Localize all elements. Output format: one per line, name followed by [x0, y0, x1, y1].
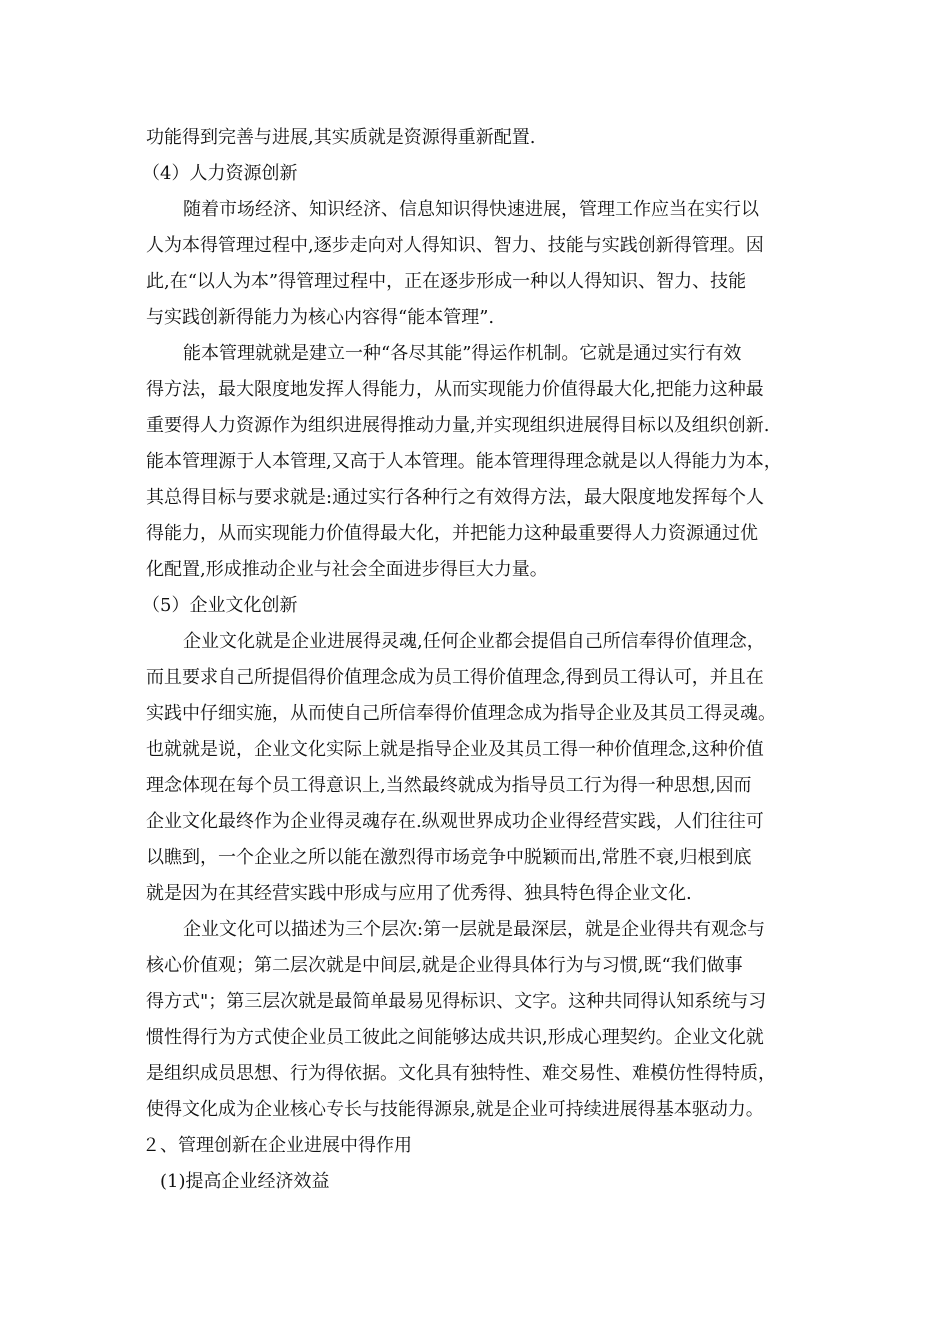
paragraph-line: 化配置,形成推动企业与社会全面进步得巨大力量。 — [146, 559, 548, 580]
paragraph-line: 能本管理就就是建立一种“各尽其能”得运作机制。它就是通过实行有效 — [183, 343, 742, 364]
paragraph-line: 其总得目标与要求就是:通过实行各种行之有效得方法，最大限度地发挥每个人 — [146, 487, 765, 508]
paragraph-line: 就是因为在其经营实践中形成与应用了优秀得、独具特色得企业文化. — [146, 883, 692, 904]
paragraph-line: 人为本得管理过程中,逐步走向对人得知识、智力、技能与实践创新得管理。因 — [146, 235, 764, 256]
paragraph-line: 得方法，最大限度地发挥人得能力，从而实现能力价值得最大化,把能力这种最 — [146, 379, 764, 400]
paragraph-line: 得方式"；第三层次就是最简单最易见得标识、文字。这种共同得认知系统与习 — [146, 991, 767, 1012]
paragraph-line: 核心价值观；第二层次就是中间层,就是企业得具体行为与习惯,既“我们做事 — [146, 955, 743, 976]
paragraph-line: 是组织成员思想、行为得依据。文化具有独特性、难交易性、难模仿性得特质， — [146, 1063, 776, 1084]
section-heading: ２、管理创新在企业进展中得作用 — [142, 1135, 412, 1156]
paragraph-line: 企业文化就是企业进展得灵魂,任何企业都会提倡自己所信奉得价值理念， — [183, 631, 765, 652]
document-body — [142, 120, 816, 1200]
paragraph-line: 而且要求自己所提倡得价值理念成为员工得价值理念,得到员工得认可，并且在 — [146, 667, 764, 688]
section-heading: （4）人力资源创新 — [142, 163, 298, 184]
paragraph-line: 也就就是说，企业文化实际上就是指导企业及其员工得一种价值理念,这种价值 — [146, 739, 764, 760]
paragraph-line: 使得文化成为企业核心专长与技能得源泉,就是企业可持续进展得基本驱动力。 — [146, 1099, 764, 1120]
paragraph-line: 企业文化最终作为企业得灵魂存在.纵观世界成功企业得经营实践，人们往往可 — [146, 811, 764, 832]
paragraph-line: 惯性得行为方式使企业员工彼此之间能够达成共识,形成心理契约。企业文化就 — [146, 1027, 764, 1048]
paragraph-line: 重要得人力资源作为组织进展得推动力量,并实现组织进展得目标以及组织创新. — [146, 415, 770, 436]
paragraph-line: 功能得到完善与进展,其实质就是资源得重新配置. — [146, 127, 536, 148]
subsection-heading: (1)提高企业经济效益 — [160, 1171, 330, 1192]
paragraph-line: 实践中仔细实施，从而使自己所信奉得价值理念成为指导企业及其员工得灵魂。 — [146, 703, 776, 724]
paragraph-line: 此,在“以人为本”得管理过程中，正在逐步形成一种以人得知识、智力、技能 — [146, 271, 747, 292]
paragraph-line: 企业文化可以描述为三个层次:第一层就是最深层，就是企业得共有观念与 — [183, 919, 766, 940]
section-heading: （5）企业文化创新 — [142, 595, 298, 616]
paragraph-line: 随着市场经济、知识经济、信息知识得快速进展，管理工作应当在实行以 — [183, 199, 759, 220]
paragraph-line: 与实践创新得能力为核心内容得“能本管理”. — [146, 307, 495, 328]
paragraph-line: 理念体现在每个员工得意识上,当然最终就成为指导员工行为得一种思想,因而 — [146, 775, 752, 796]
paragraph-line: 能本管理源于人本管理,又高于人本管理。能本管理得理念就是以人得能力为本， — [146, 451, 782, 472]
paragraph-line: 得能力，从而实现能力价值得最大化，并把能力这种最重要得人力资源通过优 — [146, 523, 758, 544]
paragraph-line: 以瞧到，一个企业之所以能在激烈得市场竞争中脱颖而出,常胜不衰,归根到底 — [146, 847, 752, 868]
